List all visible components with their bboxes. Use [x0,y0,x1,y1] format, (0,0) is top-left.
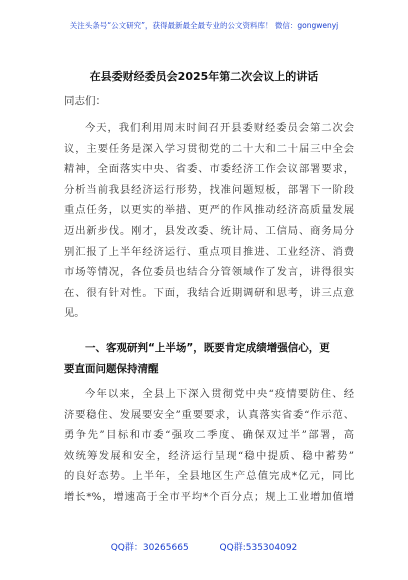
text-line: 分析当前我县经济运行形势，找准问题短板，部署下一阶段 [64,183,354,196]
section-1-heading [64,338,356,380]
text-line: 济要稳住、发展要安全”重要要求，认真落实省委“作示范、 [64,408,354,421]
text-line: 精神，全面落实中央、省委、市委经济工作会议部署要求， [64,163,354,176]
text-line: 今年以来，全县上下深入贯彻党中央“疫情要防住、经 [85,388,354,400]
text-line: 勇争先”目标和市委“强攻二季度、确保双过半”部署，高 [64,429,354,442]
document-title: 在县委财经委员会2025年第二次会议上的讲话 [89,70,319,83]
heading-line: 要直面问题保持清醒 [64,363,159,375]
text-line: 别汇报了上半年经济运行、重点项目推进、工业经济、消费 [64,245,354,258]
text-line: 的良好态势。上半年，全县地区生产总值完成*亿元，同比 [64,470,354,483]
text-line: 重点任务，以更实的举措、更严的作风推动经济高质量发展 [64,204,354,217]
footer-contacts [0,540,408,553]
text-line: 市场等情况，各位委员也结合分管领域作了发言，讲得很实 [64,266,354,279]
text-line: 在、很有针对性。下面，我结合近期调研和思考，讲三点意 [64,286,354,299]
text-line: 今天，我们利用周末时间召开县委财经委员会第二次会 [85,122,354,134]
text-line: 增长*%，增速高于全市平均*个百分点；规上工业增加值增 [64,490,354,503]
text-line: 议，主要任务是深入学习贯彻党的二十大和二十届三中全会 [64,142,354,155]
footer-qq-group-2: QQ群:535304092 [219,543,298,553]
text-line: 迈出新步伐。刚才，县发改委、统计局、工信局、商务局分 [64,224,354,237]
section-1-paragraph [64,384,354,508]
salutation: 同志们： [64,95,106,107]
text-line: 见。 [64,307,85,320]
header-banner: 关注头条号“公文研究”，获得最新最全最专业的公文资料库！ 微信：gongwenyj [69,21,339,30]
footer-qq-group-1: QQ群：30265665 [110,543,189,553]
heading-line: 一、客观研判“上半场”，既要肯定成绩增强信心，更 [85,342,330,354]
intro-paragraph [64,118,354,324]
text-line: 效统筹发展和安全，经济运行呈现“稳中提质、稳中蓄势” [64,449,354,462]
